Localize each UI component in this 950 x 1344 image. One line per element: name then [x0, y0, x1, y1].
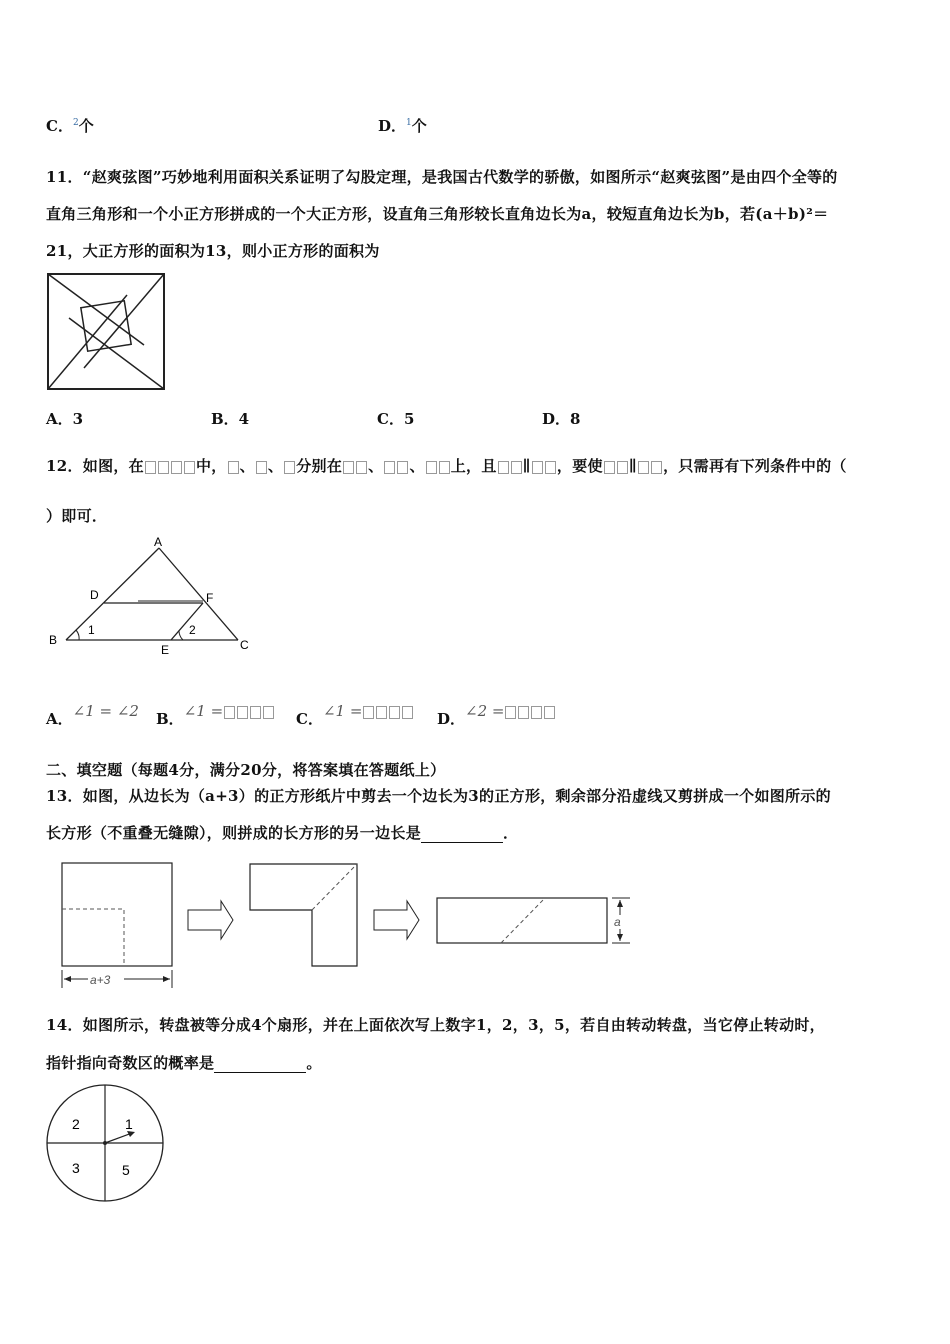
q12-line-2: ）即可． [46, 507, 108, 525]
q10-option-d-number: 1 [406, 118, 412, 128]
label-e: E [161, 643, 170, 657]
placeholder-box [545, 461, 556, 474]
placeholder-box [505, 706, 516, 719]
label-a: A [154, 535, 163, 549]
q12-text-4: 、 [267, 457, 284, 475]
section-2-heading: 二、填空题（每题4分，满分20分，将答案填在答题纸上） [46, 761, 446, 779]
label-c: C [240, 638, 249, 652]
height-label: a [614, 915, 621, 929]
q12-text-1: 12．如图，在 [46, 457, 144, 475]
placeholder-box [518, 706, 529, 719]
answer-blank [421, 824, 503, 843]
placeholder-box [617, 461, 628, 474]
placeholder-box [402, 706, 413, 719]
placeholder-box [426, 461, 437, 474]
q10-option-c-label: C． [46, 117, 73, 135]
q13-line-1: 13．如图，从边长为（a+3）的正方形纸片中剪去一个边长为3的正方形，剩余部分沿虚线又剪拼成一个如图所示的 [46, 787, 831, 805]
q12-option-d-label: D． [437, 710, 466, 728]
placeholder-box [145, 461, 156, 474]
angle-2-label: 2 [189, 623, 196, 637]
q10-option-d-unit: 个 [411, 117, 427, 135]
q12-option-a-label: A． [46, 710, 73, 728]
placeholder-box [224, 706, 235, 719]
q11-line-3: 21，大正方形的面积为13，则小正方形的面积为 [46, 242, 380, 260]
label-d: D [90, 588, 99, 602]
q12-option-d-expr: ∠2 = [465, 702, 505, 720]
placeholder-box [604, 461, 615, 474]
q14-line-2 [46, 1052, 322, 1073]
q10-option-c-number: 2 [72, 118, 79, 128]
q11-line-1: 11．“赵爽弦图”巧妙地利用面积关系证明了勾股定理，是我国古代数学的骄傲，如图所示“赵爽弦图”是由四个全等的 [46, 168, 838, 186]
placeholder-box [250, 706, 261, 719]
placeholder-box [498, 461, 509, 474]
placeholder-box [284, 461, 295, 474]
q12-option-b-label: B． [156, 710, 184, 728]
placeholder-box [356, 461, 367, 474]
q11-option-d: D．8 [542, 410, 581, 428]
placeholder-box [158, 461, 169, 474]
q11-option-c: C．5 [377, 410, 415, 428]
placeholder-box [384, 461, 395, 474]
q12-text-10: ，要使 [556, 457, 603, 475]
q12-option-c [296, 702, 414, 729]
q11-line-2: 直角三角形和一个小正方形拼成的一个大正方形，设直角三角形较长直角边长为a，较短直角边长为b，若(a＋b)²＝ [46, 205, 829, 223]
q12-text-9: ∥ [522, 457, 531, 475]
placeholder-box [228, 461, 239, 474]
placeholder-box [376, 706, 387, 719]
placeholder-box [389, 706, 400, 719]
q12-text-5: 分别在 [296, 457, 343, 475]
square-cut-diagram [58, 860, 638, 992]
placeholder-box [343, 461, 354, 474]
q12-text-7: 、 [409, 457, 425, 475]
q13-line-2-text: 长方形（不重叠无缝隙），则拼成的长方形的另一边长是 [46, 824, 422, 842]
placeholder-box [263, 706, 274, 719]
q10-option-c [46, 115, 94, 136]
angle-1-label: 1 [88, 623, 95, 637]
q12-text-11: ∥ [628, 457, 638, 475]
placeholder-box [544, 706, 555, 719]
q12-option-c-expr: ∠1 = [322, 702, 363, 720]
placeholder-box [184, 461, 195, 474]
answer-blank [214, 1054, 306, 1073]
placeholder-box [256, 461, 267, 474]
q10-option-d [378, 115, 427, 136]
q12-text-8: 上，且 [450, 457, 497, 475]
q14-line-2-text: 指针指向奇数区的概率是 [46, 1054, 215, 1072]
sector-label: 1 [125, 1116, 133, 1132]
placeholder-box [397, 461, 408, 474]
placeholder-box [638, 461, 649, 474]
q12-option-a-expr: ∠1 = ∠2 [72, 702, 139, 720]
q10-option-d-label: D． [378, 117, 407, 135]
q11-option-a: A．3 [46, 410, 84, 428]
q13-line-2-end: ． [503, 824, 519, 842]
q10-option-c-unit: 个 [78, 117, 94, 135]
q12-option-b [156, 702, 275, 729]
label-b: B [49, 633, 58, 647]
q12-text-12: ，只需再有下列条件中的（ [663, 457, 847, 475]
placeholder-box [171, 461, 182, 474]
q12-text-2: 中， [195, 457, 227, 475]
spinner-diagram [44, 1085, 168, 1205]
q12-line-1 [46, 455, 847, 476]
q11-option-b: B．4 [211, 410, 250, 428]
q12-option-b-expr: ∠1 = [183, 702, 224, 720]
triangle-diagram [46, 536, 256, 658]
placeholder-box [439, 461, 450, 474]
q12-option-c-label: C． [296, 710, 323, 728]
placeholder-box [651, 461, 662, 474]
sector-label: 2 [72, 1116, 80, 1132]
placeholder-box [237, 706, 248, 719]
placeholder-box [531, 706, 542, 719]
label-f: F [206, 591, 214, 605]
q12-text-6: 、 [368, 457, 384, 475]
placeholder-box [532, 461, 543, 474]
q14-line-1: 14．如图所示，转盘被等分成4个扇形，并在上面依次写上数字1，2，3，5，若自由转动转盘，当它停止转动时， [46, 1016, 825, 1034]
q13-line-2 [46, 822, 518, 843]
zhao-shuang-diagram [47, 273, 165, 390]
q14-line-2-end: 。 [306, 1054, 322, 1072]
q12-option-a [46, 702, 139, 729]
side-length-label: a+3 [90, 973, 111, 987]
q12-option-d [437, 702, 556, 729]
q12-text-3: 、 [239, 457, 255, 475]
sector-label: 5 [122, 1162, 130, 1178]
placeholder-box [511, 461, 522, 474]
sector-label: 3 [72, 1160, 80, 1176]
placeholder-box [363, 706, 374, 719]
